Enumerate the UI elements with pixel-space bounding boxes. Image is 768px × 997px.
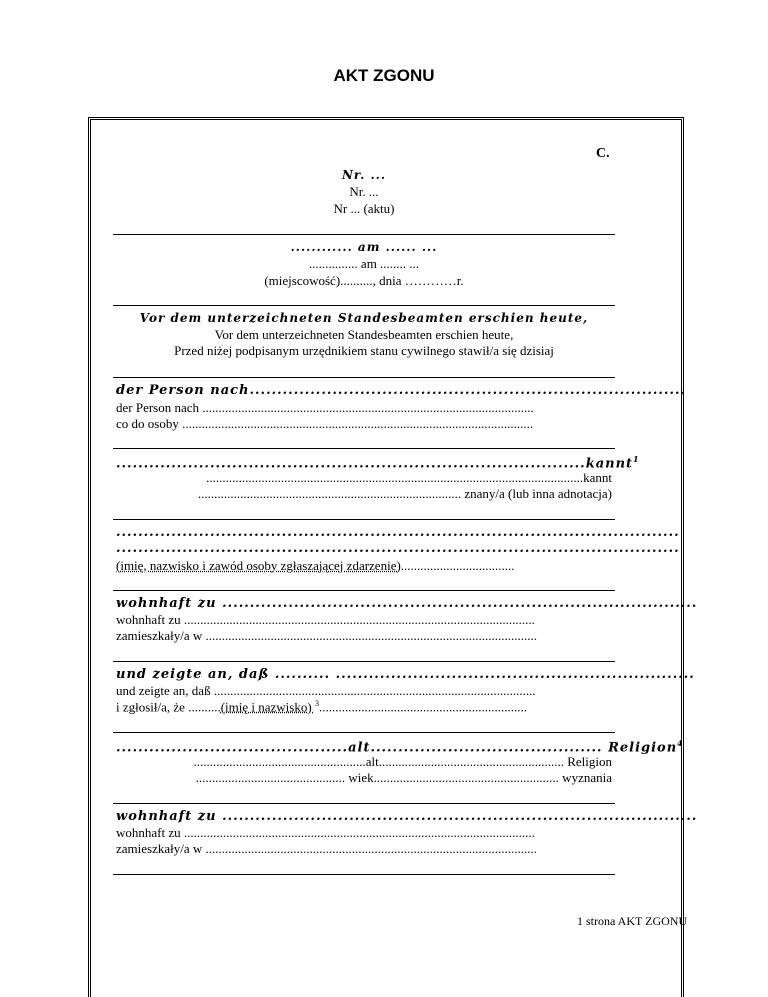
wohnhaft2-german: wohnhaft zu ............................................................................................................ xyxy=(116,825,535,840)
wohnhaft-polish: zamieszkały/a w ...................................................................................................... xyxy=(116,628,538,643)
nr-gothic: Nr. ... xyxy=(341,168,387,182)
wohnhaft-gothic: wohnhaft zu ...................................................................................... xyxy=(116,596,698,611)
divider xyxy=(113,234,615,235)
person-gothic: der Person nach............................................................................... xyxy=(116,383,687,398)
person-polish: co do osoby ............................................................................................................ xyxy=(116,416,534,431)
am-german: ............... am ........ ... xyxy=(308,256,420,271)
am-gothic: ............ am ...... ... xyxy=(290,240,438,254)
page-footer: 1 strona AKT ZGONU xyxy=(577,914,688,928)
divider xyxy=(113,305,615,306)
am-polish: (miejscowość).........., dnia …………r. xyxy=(264,273,464,288)
nr-german: Nr. ... xyxy=(349,184,379,199)
zeigte-gothic: und zeigte an, daß .......... ................................................................. xyxy=(116,667,695,682)
kannt-polish: ................................................................................. znany/a (lub inna adnotacja) xyxy=(197,486,612,501)
person-german: der Person nach ...................................................................................................... xyxy=(116,400,534,415)
divider xyxy=(113,448,615,449)
kannt-gothic: .....................................................................................kannt$^1$ xyxy=(116,454,640,472)
divider xyxy=(113,874,615,875)
vor-polish: Przed niżej podpisanym urzędnikiem stanu cywilnego stawił/a się dzisiaj xyxy=(174,343,554,358)
name-line-2: ...................................................................................................... xyxy=(116,541,680,556)
divider xyxy=(113,661,615,662)
divider xyxy=(113,803,615,804)
alt-polish: .............................................. wiek......................................................... wyznania xyxy=(195,770,612,785)
divider xyxy=(113,732,615,733)
alt-german: .....................................................alt......................................................... Religion xyxy=(193,754,612,769)
alt-gothic: ..........................................alt.......................................... Religion$^4$ xyxy=(116,738,684,756)
page-title: AKT ZGONU xyxy=(333,66,435,85)
nr-polish: Nr ... (aktu) xyxy=(333,201,395,216)
divider xyxy=(113,590,615,591)
kannt-german: ....................................................................................................................kannt xyxy=(206,470,612,485)
wohnhaft2-polish: zamieszkały/a w ...................................................................................................... xyxy=(116,841,538,856)
wohnhaft2-gothic: wohnhaft zu ...................................................................................... xyxy=(116,809,698,824)
zeigte-polish: i zgłosił/a, że ..........(imię i nazwisko) $^3$................................................................ xyxy=(116,699,527,715)
vor-gothic: Vor dem unterzeichneten Standesbeamten erschien heute, xyxy=(139,311,589,325)
zeigte-german: und zeigte an, daß ................................................................................................... xyxy=(116,683,536,698)
divider xyxy=(113,519,615,520)
divider xyxy=(113,377,615,378)
name-line-1: ...................................................................................................... xyxy=(116,525,680,540)
section-letter: C. xyxy=(596,146,610,161)
wohnhaft-german: wohnhaft zu ............................................................................................................ xyxy=(116,612,535,627)
name-polish: (imię, nazwisko i zawód osoby zgłaszającej zdarzenie)................................... xyxy=(116,558,515,573)
vor-german: Vor dem unterzeichneten Standesbeamten erschien heute, xyxy=(214,327,514,342)
